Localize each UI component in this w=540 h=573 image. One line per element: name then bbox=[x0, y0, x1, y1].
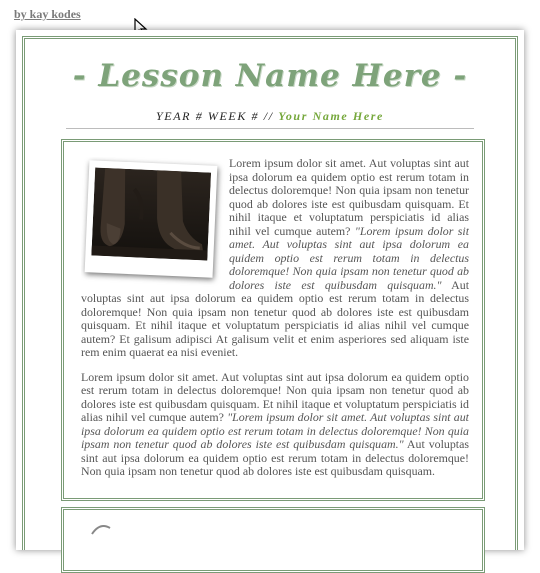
hooves-photo-icon bbox=[91, 168, 211, 261]
second-panel bbox=[61, 507, 485, 573]
lesson-title: - Lesson Name Here - bbox=[72, 58, 468, 94]
flourish-icon bbox=[90, 520, 130, 536]
byline-link[interactable]: by kay kodes bbox=[14, 7, 81, 21]
content-panel bbox=[61, 139, 485, 501]
year-week-label: YEAR # WEEK # // bbox=[156, 109, 274, 123]
lesson-card bbox=[16, 30, 524, 550]
divider bbox=[66, 128, 474, 129]
content-body bbox=[81, 157, 469, 496]
paragraph-2: Lorem ipsum dolor sit amet. Aut voluptas sint aut ipsa dolorum ea quidem optio est rerum totam in delectus doloremque! Non quia ipsam non tenetur quod ab dolores iste est quibusdam quisquam. Et nihil itaque et voluptatum perspiciatis id alias nihil vel cumque autem? "Lorem ipsum dolor sit amet. Aut voluptas sint aut ipsa dolorum ea quidem optio est rerum totam in delectus doloremque! Non quia ipsam non tenetur quod ab dolores iste est quibusdam quisquam." Aut voluptas sint aut ipsa dolorum ea quidem optio est rerum totam in delectus doloremque! Non quia ipsam non tenetur quod ab dolores iste est quibusdam quisquam. bbox=[81, 369, 469, 478]
author-name: Your Name Here bbox=[278, 109, 384, 123]
polaroid-photo bbox=[85, 160, 218, 277]
paragraph-1: Lorem ipsum dolor sit amet. Aut voluptas sint aut ipsa dolorum ea quidem optio est rerum totam in delectus doloremque! Non quia ipsam non tenetur quod ab dolores iste est quibusdam quisquam. Et nihil itaque et voluptatum perspiciatis id alias nihil vel cumque autem? "Lorem ipsum dolor sit amet. Aut voluptas sint aut ipsa dolorum ea quidem optio est rerum totam in delectus doloremque! Non quia ipsam non tenetur quod ab dolores iste est quibusdam quisquam." Aut voluptas sint aut ipsa dolorum ea quidem optio est rerum totam in delectus doloremque! Non quia ipsam non tenetur quod ab dolores iste est quibusdam quisquam. Et nihil itaque et voluptatum perspiciatis id alias nihil vel cumque autem? Et galisum adipisci At galisum velit et enim asperiores sed aliquam iste rem enim quaerat ea nisi eveniet. bbox=[81, 157, 469, 359]
lesson-subtitle bbox=[16, 109, 524, 124]
